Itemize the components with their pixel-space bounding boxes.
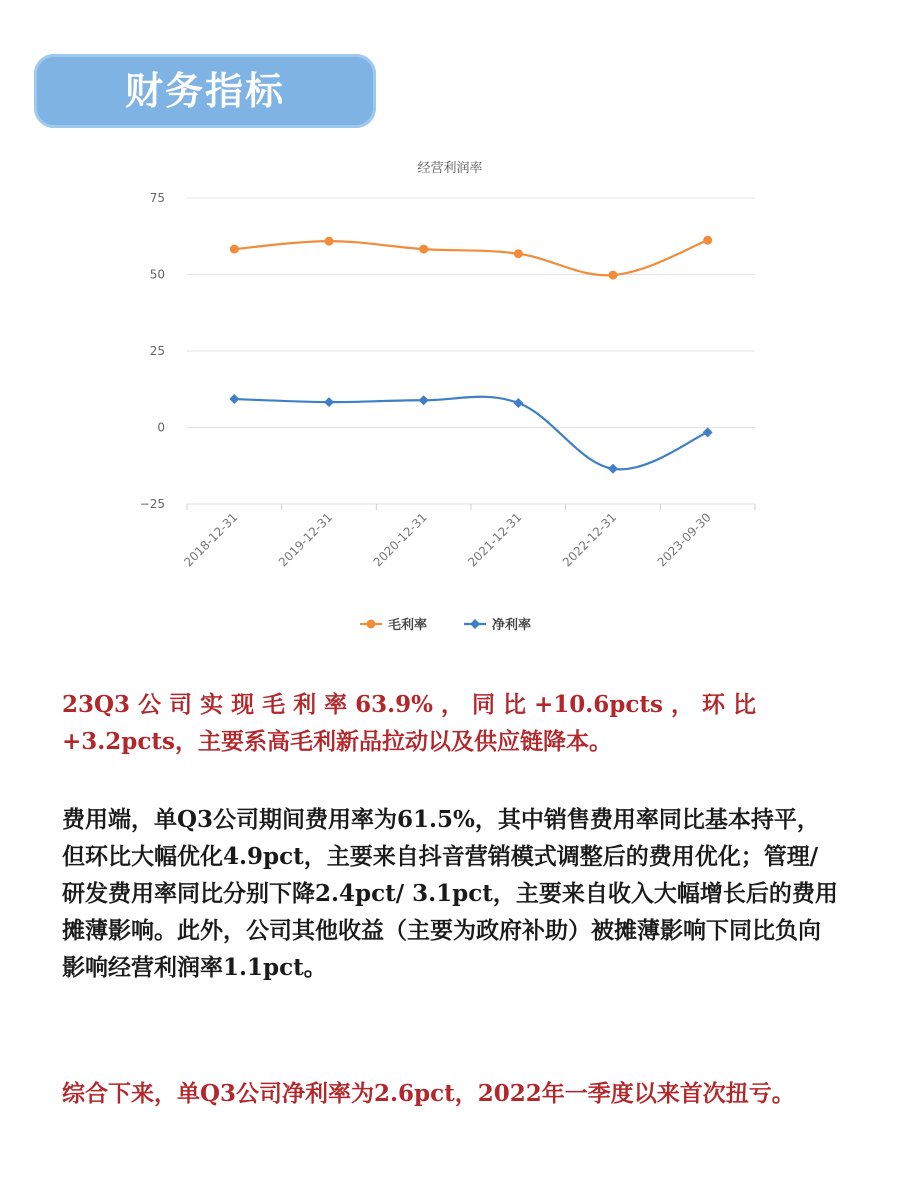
legend-label: 净利率 <box>492 618 532 633</box>
net-margin-paragraph: 综合下来，单Q3公司净利率为2.6pct，2022年一季度以来首次扭亏。 <box>62 1080 795 1107</box>
y-tick-label: −25 <box>139 497 165 511</box>
chart-title: 经营利润率 <box>417 161 483 176</box>
data-point <box>419 395 429 405</box>
expense-paragraph: 费用端，单Q3公司期间费用率为61.5%，其中销售费用率同比基本持平，但环比大幅优化4.9pct，主要来自抖音营销模式调整后的费用优化；管理/ 研发费用率同比分别下降2.4pct/ 3.1pct，主要来自收入大幅增长后的费用摊薄影响。此外，公司其他收益（主要为政府补助）被摊薄影响下同比负向影响经营利润率1.1pct。 <box>62 806 838 981</box>
legend-marker <box>367 620 376 629</box>
y-tick-label: 0 <box>157 420 165 435</box>
y-tick-label: 75 <box>149 191 165 205</box>
series-line-1 <box>234 397 707 470</box>
data-point <box>419 245 428 254</box>
x-tick-label: 2023-09-30 <box>654 510 714 570</box>
operating-margin-chart <box>0 140 900 660</box>
section-title-badge <box>34 54 376 128</box>
x-tick-label: 2019-12-31 <box>275 510 336 570</box>
data-point <box>325 237 334 246</box>
gross-margin-paragraph: 23Q3 公 司 实 现 毛 利 率 63.9% ， 同 比 +10.6pcts ， 环 比 +3.2pcts，主要系高毛利新品拉动以及供应链降本。 <box>62 691 756 755</box>
legend-marker <box>470 619 480 629</box>
x-tick-label: 2018-12-31 <box>181 510 241 570</box>
data-point <box>703 236 712 245</box>
section-title: 财务指标 <box>124 69 285 113</box>
data-point <box>514 249 523 258</box>
y-tick-label: 50 <box>149 267 165 282</box>
y-tick-label: 25 <box>149 344 165 358</box>
data-point <box>229 394 239 404</box>
data-point <box>608 464 618 474</box>
data-point <box>609 271 618 280</box>
legend-label: 毛利率 <box>388 618 428 633</box>
data-point <box>324 397 334 407</box>
data-point <box>230 245 239 254</box>
x-tick-label: 2021-12-31 <box>465 510 525 570</box>
x-tick-label: 2022-12-31 <box>559 510 620 570</box>
series-line-0 <box>234 240 707 275</box>
data-point <box>513 398 523 408</box>
data-point <box>703 427 713 437</box>
x-tick-label: 2020-12-31 <box>370 510 430 570</box>
